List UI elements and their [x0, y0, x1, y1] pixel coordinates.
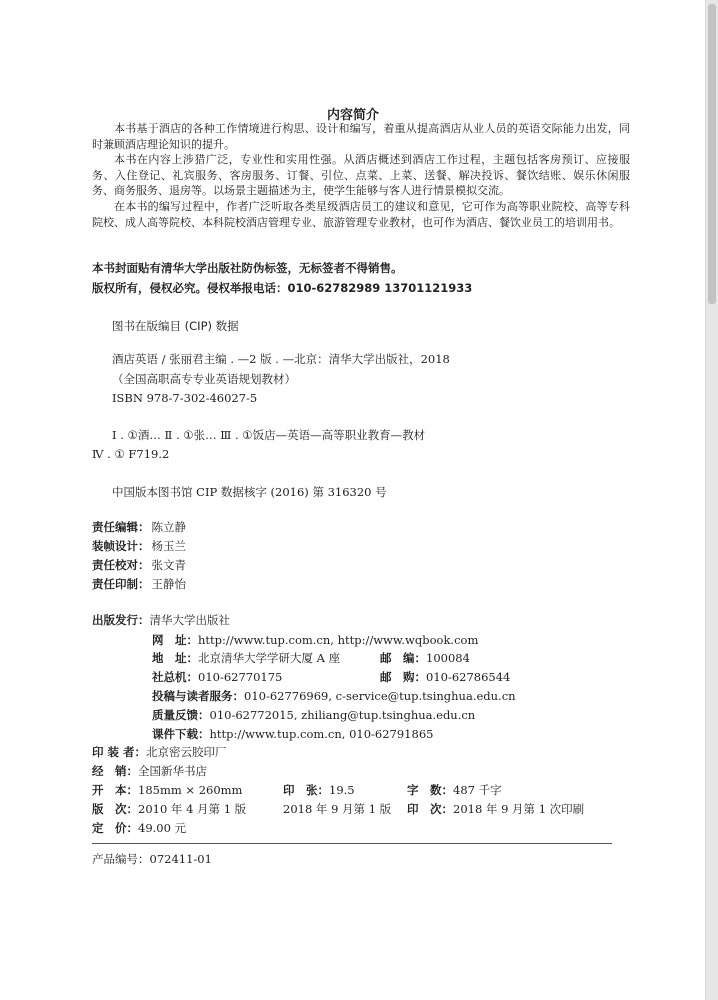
printing-row — [407, 801, 584, 817]
printer-value: 北京密云胶印厂 — [146, 745, 227, 759]
postcode-row — [380, 650, 470, 666]
publisher-name: 清华大学出版社 — [149, 613, 230, 627]
website-value: http://www.tup.com.cn, http://www.wqbook.com — [198, 633, 479, 647]
staff-value: 杨玉兰 — [151, 539, 186, 553]
mail-order-row — [380, 669, 510, 685]
publisher-label: 出版发行： — [92, 613, 150, 627]
anti-counterfeit-notice: 本书封面贴有清华大学出版社防伪标签，无标签者不得销售。 — [92, 261, 403, 275]
word-count-value: 487 千字 — [453, 783, 502, 797]
address-row — [152, 650, 340, 666]
reader-service-row — [152, 688, 516, 704]
mail-order-value: 010-62786544 — [426, 670, 511, 684]
quality-feedback-value: 010-62772015, zhiliang@tup.tsinghua.edu.cn — [209, 708, 476, 722]
staff-designer — [92, 538, 186, 554]
cip-series-line: （全国高职高专专业英语规划教材） — [112, 372, 296, 386]
current-edition-row — [283, 801, 391, 817]
cip-classification-code: Ⅳ . ① F719.2 — [92, 447, 170, 461]
current-edition-value: 2018 年 9 月第 1 版 — [283, 802, 392, 816]
staff-label: 责任编辑： — [92, 520, 150, 534]
edition-value: 2010 年 4 月第 1 版 — [138, 802, 247, 816]
divider — [92, 843, 612, 844]
sheets-label: 印 张： — [283, 783, 329, 797]
staff-value: 陈立静 — [151, 520, 186, 534]
distributor-value: 全国新华书店 — [138, 764, 207, 778]
switchboard-label: 社总机： — [152, 670, 198, 684]
publisher-row — [92, 612, 230, 628]
format-row — [92, 782, 242, 798]
courseware-row — [152, 726, 433, 742]
summary-body — [92, 121, 630, 230]
mail-order-label: 邮 购： — [380, 670, 426, 684]
printing-value: 2018 年 9 月第 1 次印刷 — [453, 802, 585, 816]
sheets-value: 19.5 — [329, 783, 355, 797]
word-count-label: 字 数： — [407, 783, 453, 797]
cip-classification: Ⅰ . ①酒… Ⅱ . ①张… Ⅲ . ①饭店—英语—高等职业教育—教材 — [112, 428, 426, 442]
cip-heading: 图书在版编目 (CIP) 数据 — [112, 319, 239, 333]
staff-label: 装帧设计： — [92, 539, 150, 553]
staff-printing-manager — [92, 576, 186, 592]
summary-paragraph: 本书在内容上涉猎广泛，专业性和实用性强。从酒店概述到酒店工作过程，主题包括客房预订、应接服务、入住登记、礼宾服务、客房服务、订餐、引位、点菜、上菜、送餐、解决投诉、餐饮结账、娱乐休闲服务、商务服务、退房等。以场景主题描述为主，使学生能够与客人进行情景模拟交流。 — [92, 153, 630, 198]
sheets-row — [283, 782, 355, 798]
edition-label: 版 次： — [92, 802, 138, 816]
price-value: 49.00 元 — [138, 821, 187, 835]
product-code-value: 072411-01 — [149, 852, 212, 866]
reader-service-label: 投稿与读者服务： — [152, 689, 244, 703]
courseware-label: 课件下载： — [152, 727, 210, 741]
summary-paragraph: 在本书的编写过程中，作者广泛听取各类星级酒店员工的建议和意见，它可作为高等职业院校、高等专科院校、成人高等院校、本科院校酒店管理专业、旅游管理专业教材，也可作为酒店、餐饮业员工的培训用书。 — [92, 199, 630, 229]
copyright-notice: 版权所有，侵权必究。侵权举报电话：010-62782989 13701121933 — [92, 281, 473, 295]
format-value: 185mm × 260mm — [138, 783, 243, 797]
cip-title-line: 酒店英语 / 张丽君主编 . —2 版 . —北京：清华大学出版社，2018 — [112, 352, 450, 366]
price-row — [92, 820, 186, 836]
scrollbar-thumb[interactable] — [708, 4, 716, 304]
staff-label: 责任校对： — [92, 558, 150, 572]
distributor-row — [92, 763, 207, 779]
staff-label: 责任印制： — [92, 577, 150, 591]
postcode-value: 100084 — [426, 651, 470, 665]
address-value: 北京清华大学学研大厦 A 座 — [198, 651, 341, 665]
quality-feedback-row — [152, 707, 475, 723]
printer-label: 印 装 者： — [92, 745, 147, 759]
staff-editor — [92, 519, 186, 535]
quality-feedback-label: 质量反馈： — [152, 708, 210, 722]
summary-paragraph: 本书基于酒店的各种工作情境进行构思、设计和编写，着重从提高酒店从业人员的英语交际能力出发，同时兼顾酒店理论知识的提升。 — [92, 122, 630, 151]
edition-row — [92, 801, 246, 817]
reader-service-value: 010-62776969, c-service@tup.tsinghua.edu.cn — [244, 689, 516, 703]
courseware-value: http://www.tup.com.cn, 010-62791865 — [209, 727, 434, 741]
price-label: 定 价： — [92, 821, 138, 835]
switchboard-row — [152, 669, 282, 685]
cip-isbn: ISBN 978-7-302-46027-5 — [112, 391, 258, 405]
staff-value: 王静怡 — [151, 577, 186, 591]
product-code-label: 产品编号： — [92, 852, 150, 866]
address-label: 地 址： — [152, 651, 198, 665]
website-row — [152, 632, 478, 648]
word-count-row — [407, 782, 502, 798]
cip-record-number: 中国版本图书馆 CIP 数据核字 (2016) 第 316320 号 — [112, 485, 387, 499]
switchboard-value: 010-62770175 — [198, 670, 283, 684]
postcode-label: 邮 编： — [380, 651, 426, 665]
product-code-row — [92, 851, 212, 867]
staff-value: 张文青 — [151, 558, 186, 572]
staff-proofreader — [92, 557, 186, 573]
printing-label: 印 次： — [407, 802, 453, 816]
printer-row — [92, 744, 227, 760]
vertical-scrollbar[interactable] — [705, 0, 718, 1000]
format-label: 开 本： — [92, 783, 138, 797]
summary-title: 内容简介 — [326, 108, 379, 123]
website-label: 网 址： — [152, 633, 198, 647]
distributor-label: 经 销： — [92, 764, 138, 778]
